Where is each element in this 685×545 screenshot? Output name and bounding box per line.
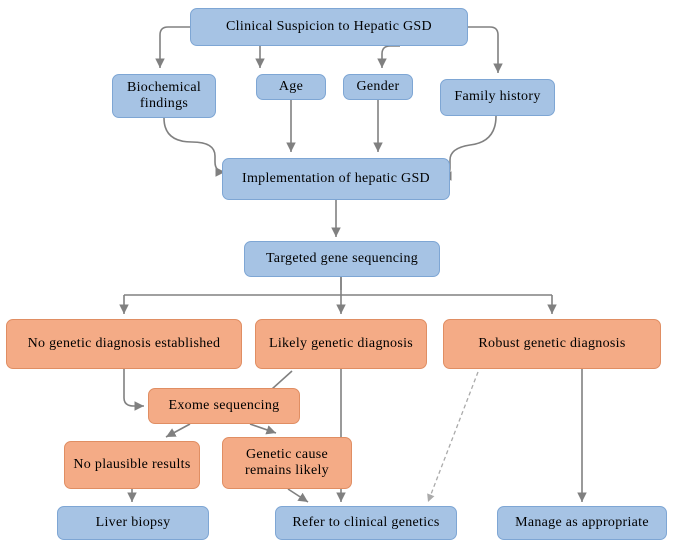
connector-genetic-cause-to-refer bbox=[288, 489, 308, 502]
connector-suspicion-to-gender bbox=[382, 46, 400, 68]
node-label: Likely genetic diagnosis bbox=[268, 335, 414, 351]
node-no-genetic-diagnosis-established[interactable] bbox=[6, 319, 242, 369]
node-refer-to-clinical-genetics[interactable] bbox=[275, 506, 457, 540]
node-label: Exome sequencing bbox=[168, 397, 280, 413]
node-label: Biochemical findings bbox=[126, 79, 202, 111]
connector-suspicion-to-biochemical bbox=[160, 27, 190, 68]
connector-no-genetic-to-exome bbox=[124, 369, 144, 406]
node-label: Implementation of hepatic GSD bbox=[242, 170, 430, 186]
node-label: Family history bbox=[454, 89, 541, 105]
connector-robust-to-refer-dashed bbox=[428, 372, 478, 502]
node-no-plausible-results[interactable] bbox=[64, 441, 200, 489]
node-label: Refer to clinical genetics bbox=[292, 514, 440, 530]
node-likely-genetic-diagnosis[interactable] bbox=[255, 319, 427, 369]
node-clinical-suspicion[interactable] bbox=[190, 8, 468, 46]
node-gender[interactable] bbox=[343, 74, 413, 100]
node-robust-genetic-diagnosis[interactable] bbox=[443, 319, 661, 369]
node-label: Robust genetic diagnosis bbox=[478, 335, 626, 351]
node-implementation-of-hepatic-gsd[interactable] bbox=[222, 158, 450, 200]
node-label: Targeted gene sequencing bbox=[265, 250, 419, 266]
node-label: Liver biopsy bbox=[95, 514, 171, 530]
node-exome-sequencing[interactable] bbox=[148, 388, 300, 424]
node-family-history[interactable] bbox=[440, 79, 555, 116]
connector-family-history-to-implementation bbox=[442, 116, 496, 176]
node-label: Genetic cause remains likely bbox=[245, 446, 329, 478]
node-label: Manage as appropriate bbox=[515, 514, 649, 530]
node-label: Clinical Suspicion to Hepatic GSD bbox=[226, 18, 432, 34]
connector-suspicion-to-family-history bbox=[468, 27, 498, 73]
node-biochemical-findings[interactable] bbox=[112, 74, 216, 118]
node-liver-biopsy[interactable] bbox=[57, 506, 209, 540]
node-genetic-cause-remains-likely[interactable] bbox=[222, 437, 352, 489]
node-label: No plausible results bbox=[73, 456, 191, 472]
node-label: Gender bbox=[356, 78, 400, 94]
node-targeted-gene-sequencing[interactable] bbox=[244, 241, 440, 277]
node-label: Age bbox=[278, 78, 304, 94]
node-label: No genetic diagnosis established bbox=[27, 335, 221, 351]
node-manage-as-appropriate[interactable] bbox=[497, 506, 667, 540]
connector-biochemical-to-implementation bbox=[164, 118, 225, 172]
connector-exome-to-no-plausible bbox=[166, 424, 190, 437]
node-age[interactable] bbox=[256, 74, 326, 100]
connector-exome-to-genetic-cause bbox=[250, 424, 276, 433]
